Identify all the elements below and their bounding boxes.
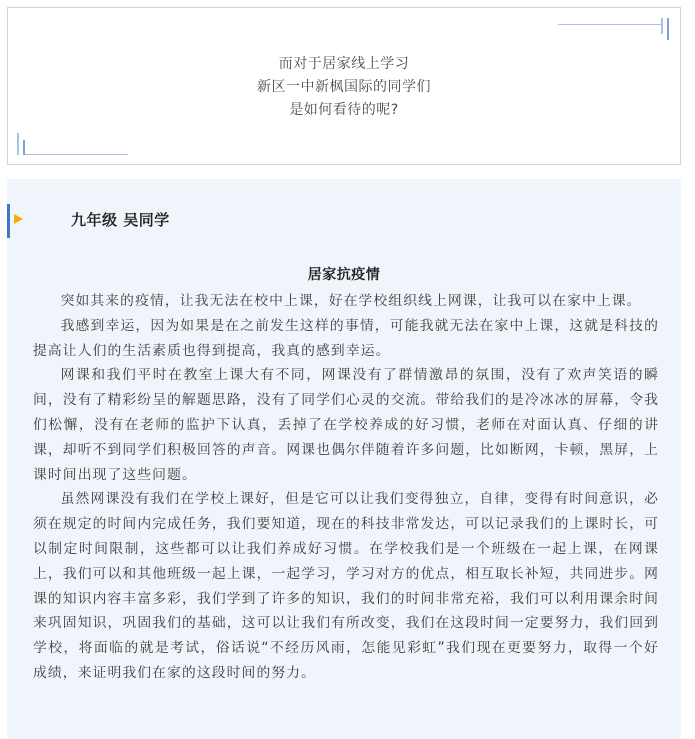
frame-decoration-bottom-left-line: [24, 154, 128, 155]
section-heading: 九年级 吴同学: [71, 211, 170, 229]
heading-accent-bar: [7, 204, 10, 238]
article-panel: [7, 179, 681, 739]
frame-decoration-top-right-bar: [667, 18, 669, 40]
article-title: 居家抗疫情: [307, 267, 381, 283]
intro-line: 而对于居家线上学习: [278, 56, 410, 72]
frame-decoration-top-right-line: [558, 24, 662, 25]
intro-frame: [7, 7, 681, 165]
frame-decoration-top-right-bar: [661, 18, 663, 34]
frame-decoration-bottom-left-bar: [17, 133, 19, 155]
paragraph: 网课和我们平时在教室上课大有不同，网课没有了群情激昂的氛围，没有了欢声笑语的瞬间，没有了精彩纷呈的解题思路，没有了同学们心灵的交流。带给我们的是冷冰冰的屏幕，令我们松懈，没有在老师的监护下认真，丢掉了在学校养成的好习惯，老师在对面认真、仔细的讲课，却听不到同学们积极回答的声音。网课也偶尔伴随着许多问题，比如断网，卡顿，黑屏，上课时间出现了这些问题。: [33, 367, 659, 483]
triangle-arrow-icon: [14, 214, 23, 224]
paragraph: 我感到幸运，因为如果是在之前发生这样的事情，可能我就无法在家中上课，这就是科技的提高让人们的生活素质也得到提高，我真的感到幸运。: [33, 317, 659, 359]
intro-line: 新区一中新枫国际的同学们: [257, 79, 431, 95]
frame-decoration-bottom-left-bar: [23, 140, 25, 155]
intro-line: 是如何看待的呢?: [289, 102, 399, 118]
paragraph: 突如其来的疫情，让我无法在校中上课，好在学校组织线上网课，让我可以在家中上课。: [60, 293, 642, 309]
intro-text: [8, 53, 680, 122]
article-body: [33, 289, 659, 686]
paragraph: 虽然网课没有我们在学校上课好，但是它可以让我们变得独立，自律，变得有时间意识，必须在规定的时间内完成任务，我们要知道，现在的科技非常发达，可以记录我们的上课时长，可以制定时间限制，这些都可以让我们养成好习惯。在学校我们是一个班级在一起上课，在网课上，我们可以和其他班级一起上课，一起学习，学习对方的优点，相互取长补短，共同进步。网课的知识内容丰富多彩，我们学到了许多的知识，我们的时间非常充裕，我们可以利用课余时间来巩固知识，巩固我们的基础，这可以让我们有所改变，我们在这段时间一定要努力，我们回到学校，将面临的就是考试，俗话说“不经历风雨，怎能见彩虹”我们现在更要努力，取得一个好成绩，来证明我们在家的这段时间的努力。: [33, 491, 659, 681]
